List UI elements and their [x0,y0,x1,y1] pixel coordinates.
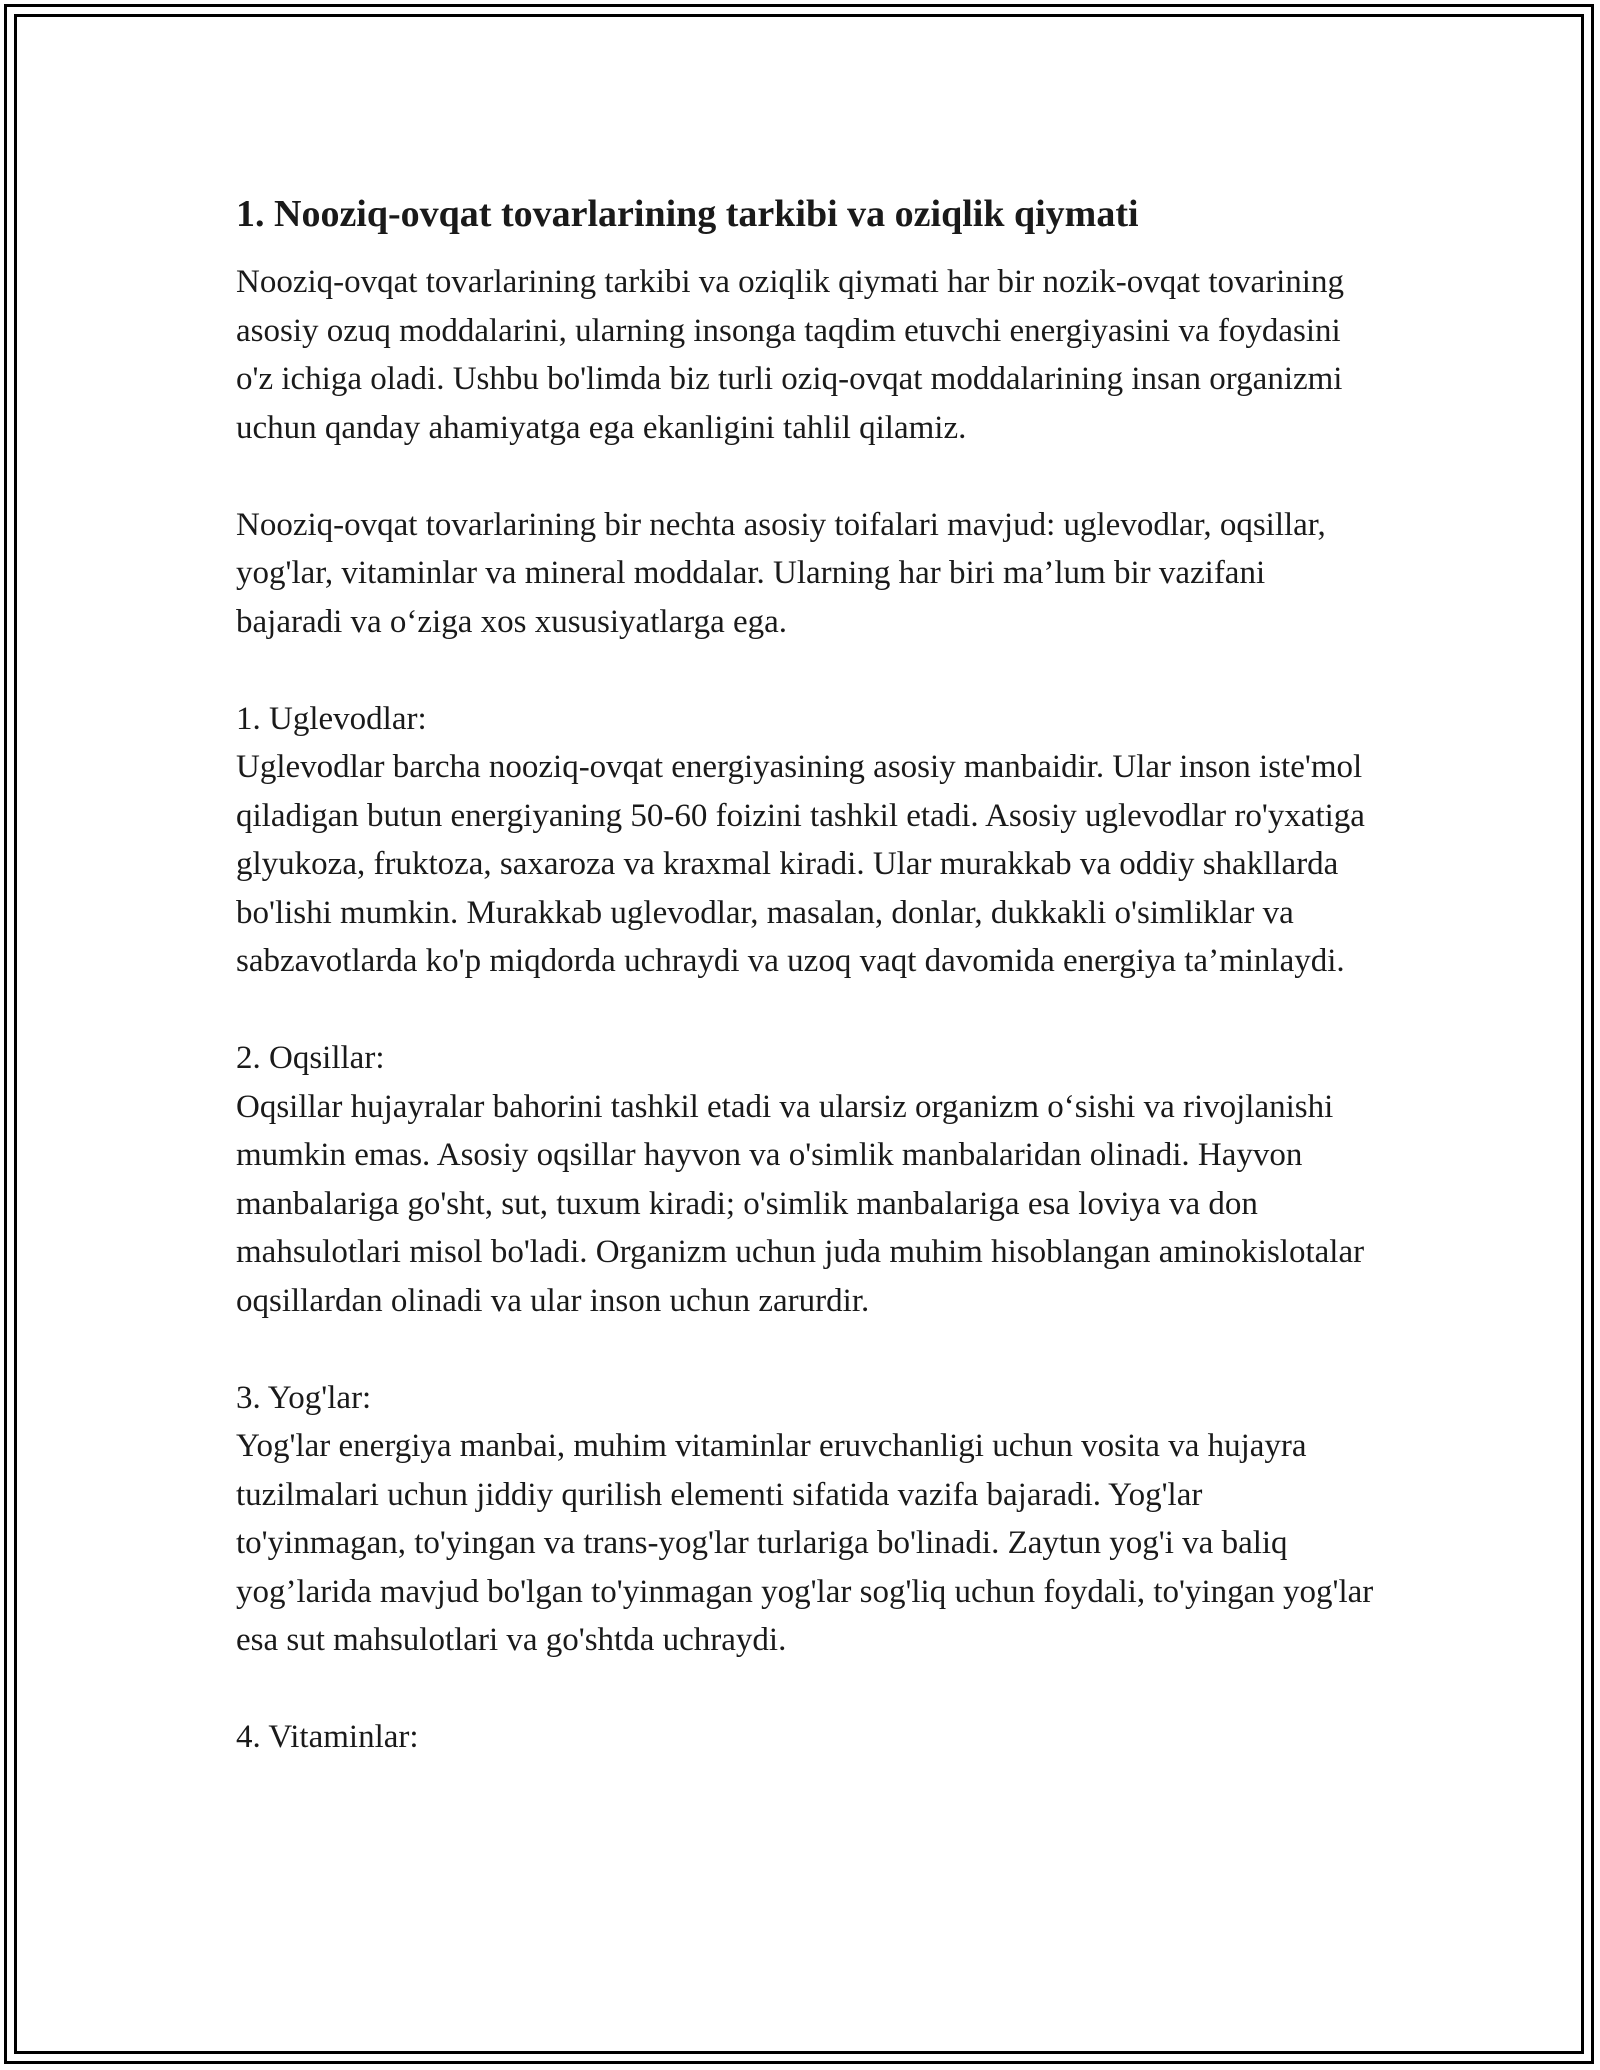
section-uglevodlar [236,695,1376,986]
section-heading: 1. Uglevodlar: [236,700,427,737]
section-heading: 4. Vitaminlar: [236,1719,419,1755]
section-body: Oqsillar hujayralar bahorini tashkil etadi va ularsiz organizm o‘sishi va rivojlanishi mumkin emas. Asosiy oqsillar hayvon va o'simlik manbalaridan olinadi. Hayvon manbalariga go'sht, sut, tuxum kiradi; o'simlik manbalariga esa loviya va don mahsulotlari misol bo'ladi. Organizm uchun juda muhim hisoblangan aminokislotalar oqsillardan olinadi va ular inson uchun zarurdir. [236,1088,1365,1319]
section-oqsillar [236,1034,1376,1325]
intro-paragraph: Nooziq-ovqat tovarlarining tarkibi va oziqlik qiymati har bir nozik-ovqat tovarining asosiy ozuq moddalarini, ularning insonga taqdim etuvchi energiyasini va foydasini o'z ichiga oladi. Ushbu bo'limda biz turli oziq-ovqat moddalarining insan organizmi uchun qanday ahamiyatga ega ekanligini tahlil qilamiz. [236,264,1344,446]
section-vitaminlar [236,1713,1376,1762]
section-heading: 2. Oqsillar: [236,1040,385,1076]
section-body: Yog'lar energiya manbai, muhim vitaminlar eruvchanligi uchun vosita va hujayra tuzilmalari uchun jiddiy qurilish elementi sifatida vazifa bajaradi. Yog'lar to'yinmagan, to'yingan va trans-yog'lar turlariga bo'linadi. Zaytun yog'i va baliq yog’larida mavjud bo'lgan to'yinmagan yog'lar sog'liq uchun foydali, to'yingan yog'lar esa sut mahsulotlari va go'shtda uchraydi. [236,1428,1374,1658]
section-heading: 3. Yog'lar: [236,1379,372,1416]
document-title: 1. Nooziq-ovqat tovarlarining tarkibi va oziqlik qiymati [236,193,1139,235]
section-body: Uglevodlar barcha nooziq-ovqat energiyasining asosiy manbaidir. Ular inson iste'mol qiladigan butun energiyaning 50-60 foizini tashkil etadi. Asosiy uglevodlar ro'yxatiga glyukoza, fruktoza, saxaroza va kraxmal kiradi. Ular murakkab va oddiy shakllarda bo'lishi mumkin. Murakkab uglevodlar, masalan, donlar, dukkakli o'simliklar va sabzavotlarda ko'p miqdorda uchraydi va uzoq vaqt davomida energiya ta’minlaydi. [236,749,1365,979]
categories-paragraph: Nooziq-ovqat tovarlarining bir nechta asosiy toifalari mavjud: uglevodlar, oqsillar, yog'lar, vitaminlar va mineral moddalar. Ularning har biri ma’lum bir vazifani bajaradi va o‘ziga xos xususiyatlarga ega. [236,506,1326,640]
document-content [236,190,1376,1810]
section-yoglar [236,1374,1376,1665]
